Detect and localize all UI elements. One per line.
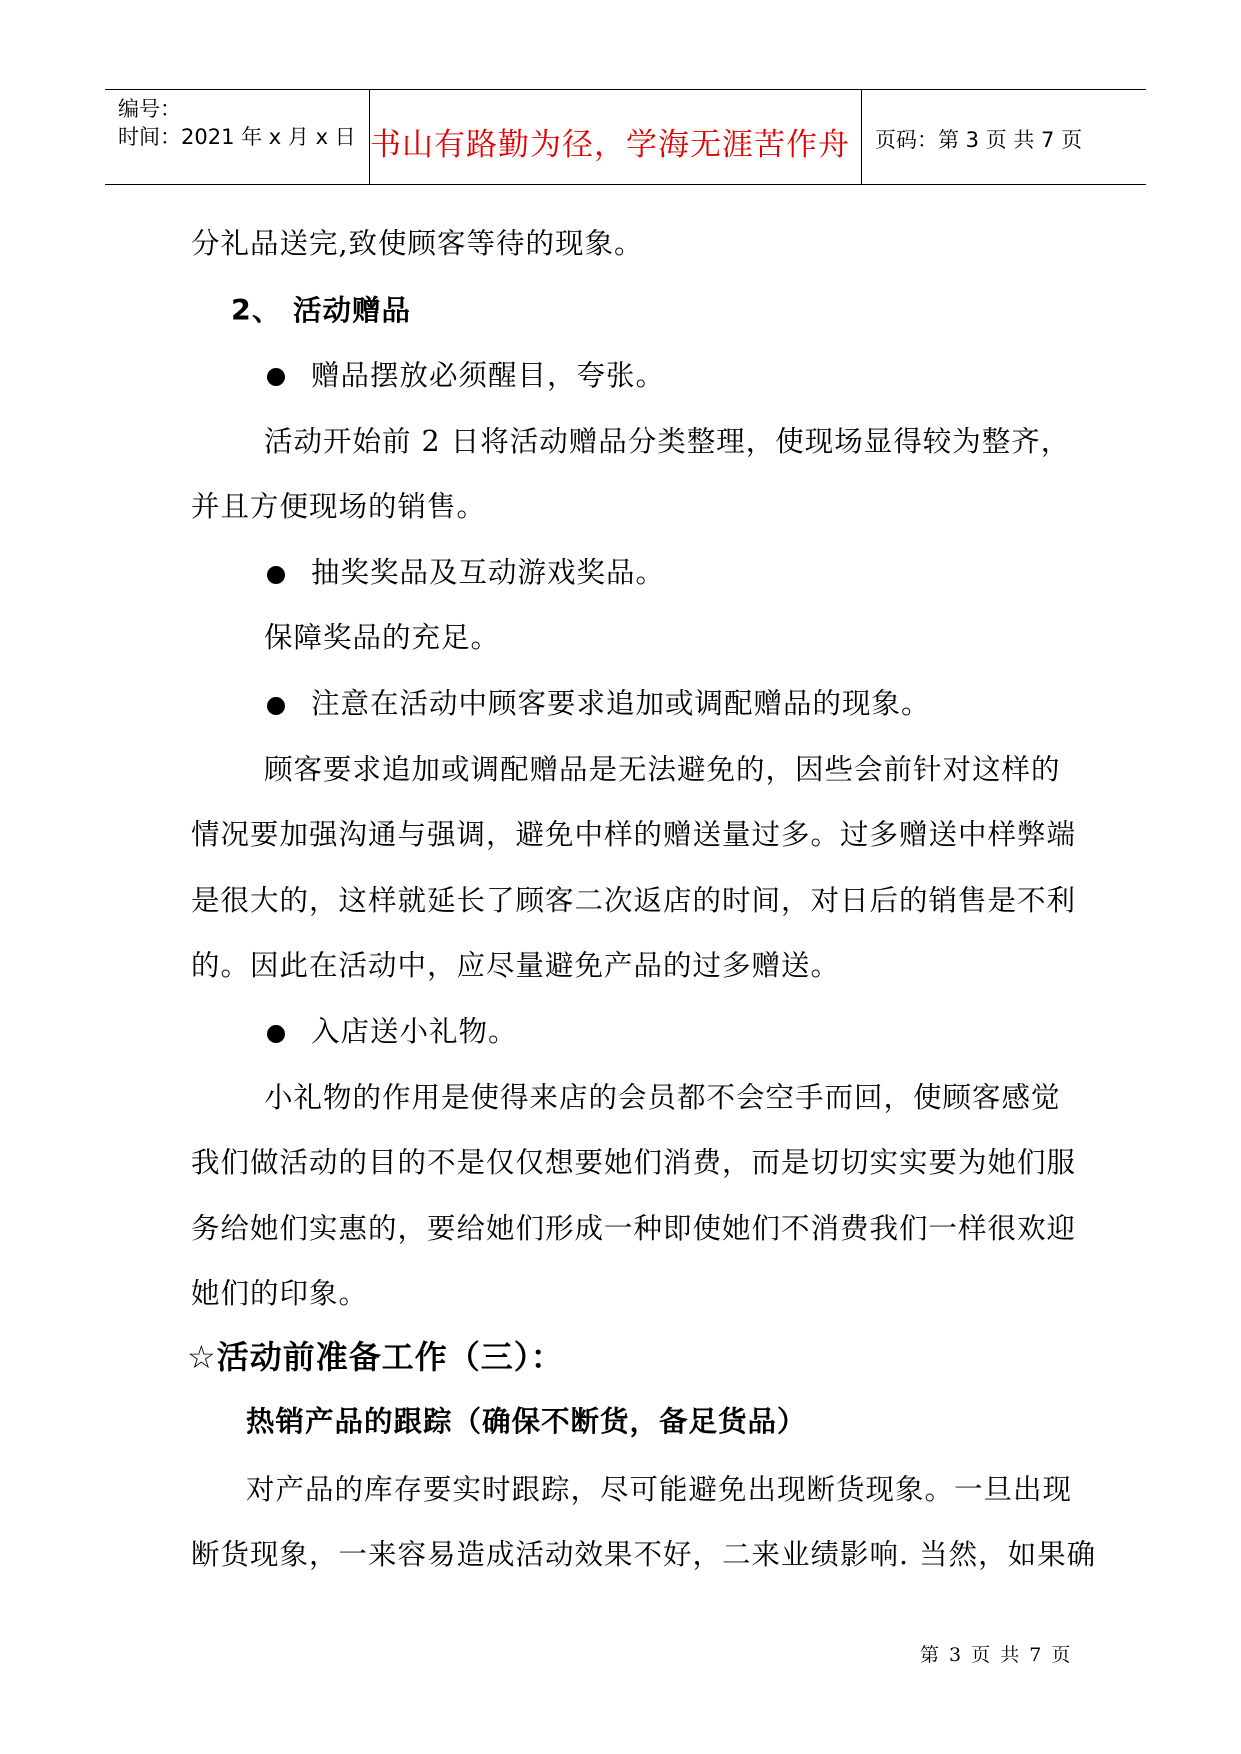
header-top-rule (105, 89, 1146, 90)
bullet-dot (267, 368, 285, 386)
paragraph-line: 顾客要求追加或调配赠品是无法避免的，因些会前针对这样的 (264, 753, 1061, 786)
bullet-dot (267, 566, 285, 584)
paragraph-line: 对产品的库存要实时跟踪，尽可能避免出现断货现象。一旦出现 (246, 1473, 1073, 1506)
document-number-label: 编号： (118, 97, 181, 121)
bullet-dot (267, 697, 285, 715)
subsection-heading-hot-products: 热销产品的跟踪（确保不断货，备足货品） (246, 1405, 807, 1438)
paragraph-line: 情况要加强沟通与强调，避免中样的赠送量过多。过多赠送中样弊端 (191, 818, 1077, 851)
bullet-item: 入店送小礼物。 (311, 1015, 518, 1048)
paragraph-line: 小礼物的作用是使得来店的会员都不会空手而回，使顾客感觉 (264, 1081, 1061, 1114)
paragraph-line: 断货现象，一来容易造成活动效果不好，二来业绩影响. 当然，如果确 (191, 1538, 1097, 1571)
section-heading-gifts: 活动赠品 (293, 294, 412, 327)
paragraph-line: 我们做活动的目的不是仅仅想要她们消费，而是切切实实要为她们服 (191, 1146, 1077, 1179)
bullet-dot (267, 1025, 285, 1043)
bullet-item: 抽奖奖品及互动游戏奖品。 (311, 556, 666, 589)
bullet-item: 赠品摆放必须醒目，夸张。 (311, 359, 666, 392)
paragraph-line: 的。因此在活动中，应尽量避免产品的过多赠送。 (191, 949, 841, 982)
paragraph-line: 分礼品送完,致使顾客等待的现象。 (191, 227, 644, 260)
section-number: 2、 (231, 294, 282, 327)
section-heading-prep: ☆活动前准备工作（三）： (187, 1338, 564, 1376)
document-time-label: 时间：2021 年 x 月 x 日 (118, 125, 356, 149)
paragraph-line: 务给她们实惠的，要给她们形成一种即使她们不消费我们一样很欢迎 (191, 1212, 1077, 1245)
paragraph-line: 保障奖品的充足。 (264, 621, 501, 654)
paragraph-line: 并且方便现场的销售。 (191, 490, 487, 523)
page-footer: 第 3 页 共 7 页 (920, 1644, 1073, 1666)
header-bottom-rule (105, 184, 1146, 185)
paragraph-line: 她们的印象。 (191, 1277, 369, 1310)
paragraph-line: 活动开始前 2 日将活动赠品分类整理，使现场显得较为整齐， (264, 425, 1071, 458)
paragraph-line: 是很大的，这样就延长了顾客二次返店的时间，对日后的销售是不利 (191, 884, 1077, 917)
header-divider-right (861, 90, 862, 185)
header-page-code: 页码：第 3 页 共 7 页 (875, 128, 1083, 152)
header-motto: 书山有路勤为径，学海无涯苦作舟 (370, 127, 850, 163)
bullet-item: 注意在活动中顾客要求追加或调配赠品的现象。 (311, 687, 931, 720)
